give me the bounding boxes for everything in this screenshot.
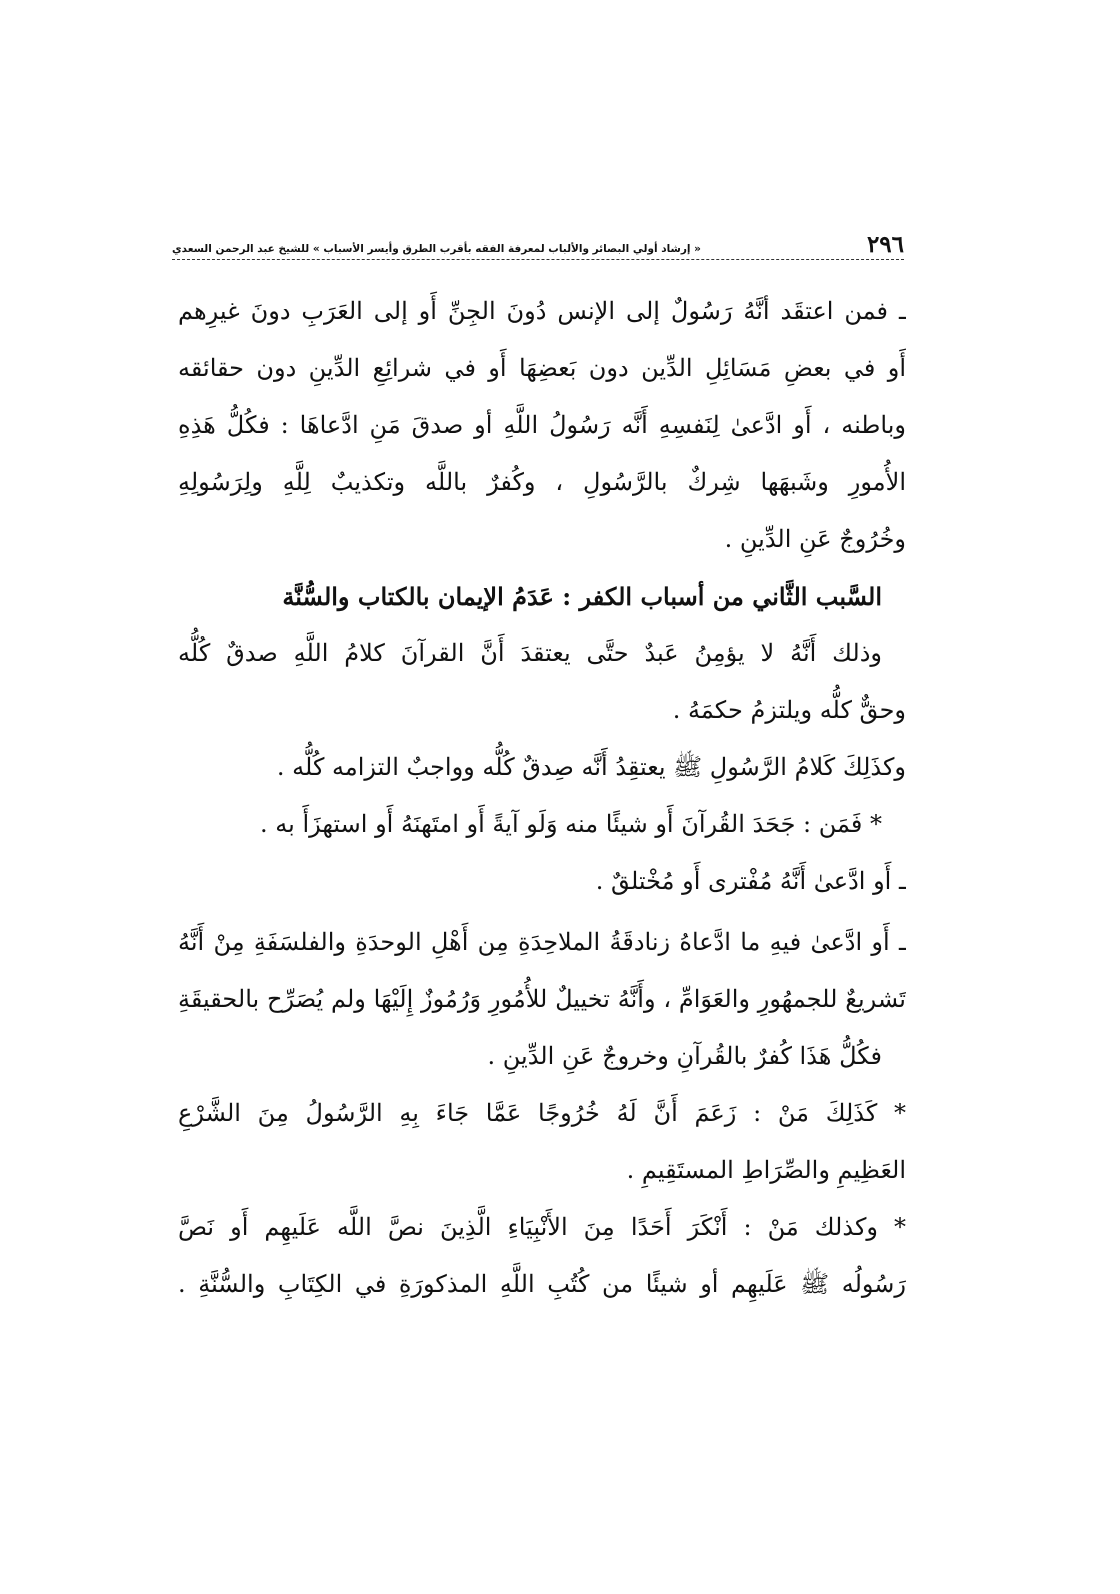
- text-line: وذلك أَنَّهُ لا يؤمِنُ عَبدٌ حتَّى يعتقدَ أَنَّ القرآنَ كلامُ اللَّهِ صدقٌ كُلُّه: [178, 639, 882, 667]
- text-line: وباطنه ، أَو ادَّعىٰ لِنَفسِهِ أَنَّه رَسُولُ اللَّهِ أو صدقَ مَنِ ادَّعاهَا : فكُلُّ هَذِهِ: [178, 411, 906, 439]
- text-line: وكذَلِكَ كَلامُ الرَّسُولِ ﷺ يعتقِدُ أَنَّه صِدقٌ كُلُّه وواجبٌ التزامه كُلُّه .: [276, 753, 906, 781]
- running-title: « إرشاد أولي البصائر والألباب لمعرفة الفقه بأقرب الطرق وأيسر الأسباب » للشيخ عبد الرحمن السعدي: [172, 243, 701, 255]
- text-line: رَسُولُه ﷺ عَلَيهِم أو شيئًا من كُتُبِ اللَّهِ المذكورَةِ في الكِتَابِ والسُّنَّةِ .: [178, 1270, 906, 1298]
- text-line: وخُرُوجٌ عَنِ الدِّينِ .: [724, 525, 906, 553]
- section-heading: السَّبب الثَّاني من أسباب الكفر : عَدَمُ الإيمان بالكتاب والسُّنَّة: [282, 582, 882, 611]
- page-number: ٢٩٦: [866, 231, 904, 258]
- text-line: * فَمَن : جَحَدَ القُرآنَ أَو شيئًا منه وَلَو آيةً أَو امتَهنَهُ أَو استهزَأَ به .: [260, 810, 882, 838]
- text-line: تَشريعٌ للجمهُورِ والعَوَامِّ ، وأَنَّهُ تخييلٌ للأُمُورِ وَرُمُوزٌ إِلَيْهَا ولم يُصَرِّح بالحقيقَةِ: [178, 985, 906, 1013]
- text-line: أَو في بعضِ مَسَائِلِ الدِّين دون بَعضِهَا أَو في شرائِعِ الدِّينِ دون حقائقه: [178, 354, 906, 382]
- text-line: ـ أَو ادَّعىٰ أَنَّهُ مُفْترى أَو مُخْتلقٌ .: [595, 867, 906, 895]
- page-body: [178, 283, 906, 1313]
- text-line: ـ فمن اعتقَد أنَّهُ رَسُولٌ إلى الإنس دُونَ الجِنِّ أَو إلى العَرَبِ دونَ غيرِهم: [178, 297, 906, 325]
- text-line: وحقٌّ كلُّه ويلتزمُ حكمَهُ .: [672, 696, 906, 724]
- text-line: الأُمورِ وشَبهَها شِركٌ بالرَّسُولِ ، وكُفرٌ باللَّه وتكذيبٌ لِلَّهِ ولِرَسُولِهِ: [178, 468, 906, 496]
- text-line: ـ أَو ادَّعىٰ فيهِ ما ادَّعاهُ زنادقَةُ الملاحِدَةِ مِن أَهْلِ الوحدَةِ والفلسَفَةِ مِنْ أَنَّهُ: [178, 928, 906, 956]
- header-divider: [172, 259, 904, 260]
- text-line: * كَذَلِكَ مَنْ : زَعَمَ أَنَّ لَهُ خُرُوجًا عَمَّا جَاءَ بِهِ الرَّسُولُ مِنَ الشَّرْعِ: [178, 1099, 906, 1127]
- text-line: العَظِيمِ والصِّرَاطِ المستَقِيمِ .: [626, 1156, 906, 1184]
- text-line: فكُلُّ هَذَا كُفرٌ بالقُرآنِ وخروجٌ عَنِ الدِّينِ .: [487, 1042, 882, 1070]
- text-line: * وكذلك مَنْ : أَنْكَرَ أَحَدًا مِنَ الأَنْبِيَاءِ الَّذِينَ نصَّ اللَّه عَلَيهِم أَو نَصَّ: [178, 1213, 906, 1241]
- page-header: [172, 224, 904, 258]
